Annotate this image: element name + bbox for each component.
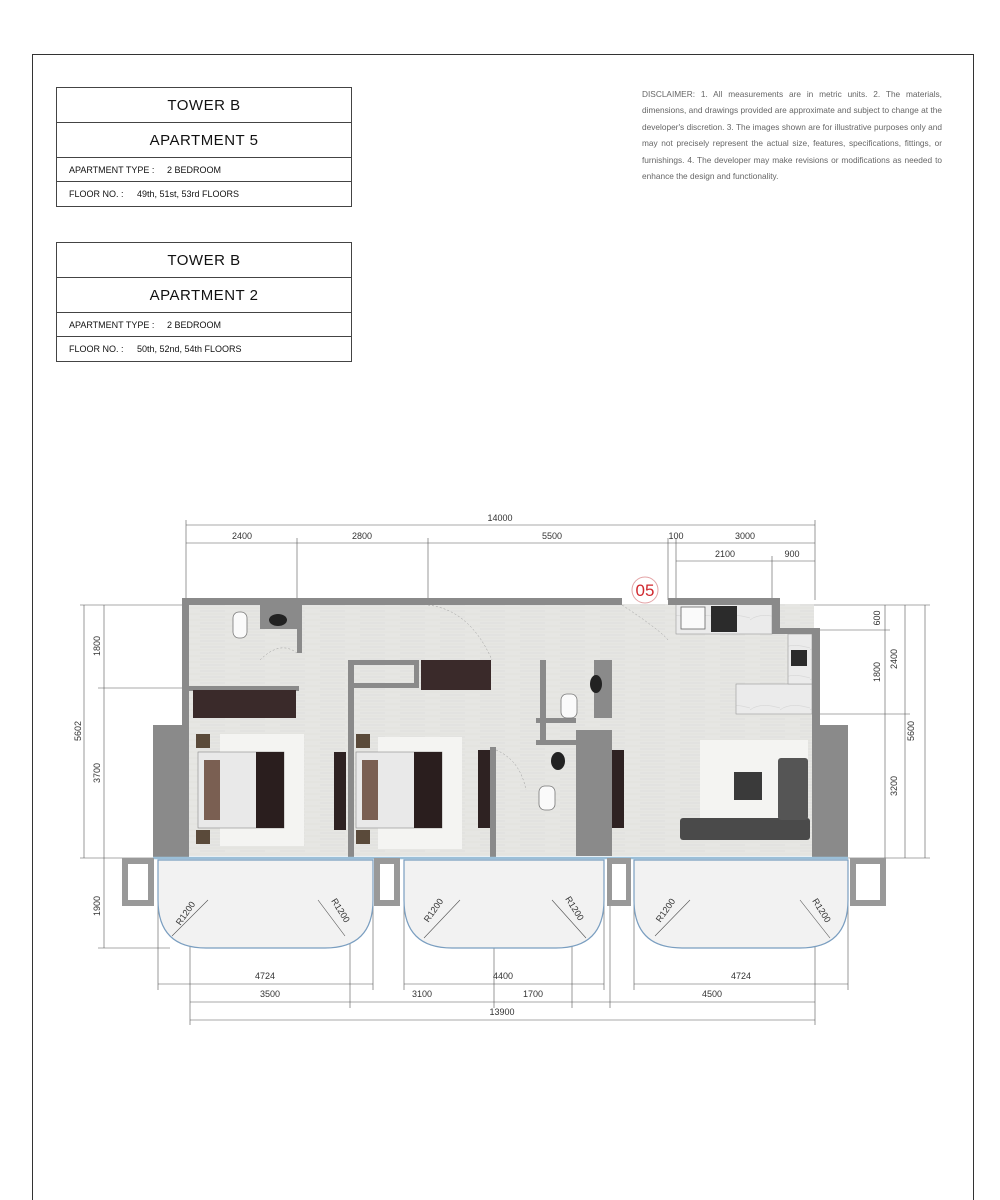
dim-right-middle: 2400 bbox=[889, 648, 899, 670]
washbasin-2 bbox=[590, 675, 602, 693]
kitchen-island bbox=[736, 684, 812, 714]
coffee-table bbox=[734, 772, 762, 800]
dim-top-seg-2: 2800 bbox=[351, 531, 373, 541]
apartment-title: APARTMENT 5 bbox=[57, 123, 351, 158]
radius-label-3: R1200 bbox=[421, 896, 446, 925]
dim-top-total: 14000 bbox=[487, 513, 513, 523]
dim-right-inner-3: 3200 bbox=[889, 775, 899, 797]
balconies bbox=[122, 858, 886, 948]
apartment-type-label: APARTMENT TYPE : bbox=[69, 165, 155, 175]
floor-label: FLOOR NO. : bbox=[69, 189, 124, 199]
radius-label-6: R1200 bbox=[810, 896, 833, 925]
radius-label-2: R1200 bbox=[329, 896, 352, 925]
dim-top-seg-1: 2400 bbox=[231, 531, 253, 541]
bed-2-pillows bbox=[362, 760, 378, 820]
dim-top-seg-3: 5500 bbox=[541, 531, 563, 541]
dim-left-seg-1: 1800 bbox=[92, 635, 102, 657]
kitchen-appliance bbox=[791, 650, 807, 666]
nightstand-1a bbox=[196, 734, 210, 748]
tower-title: TOWER B bbox=[57, 88, 351, 123]
radius-label-5: R1200 bbox=[653, 896, 678, 925]
apartment-type-value: 2 BEDROOM bbox=[167, 165, 222, 175]
radius-label-1: R1200 bbox=[173, 899, 198, 928]
top-dimensions bbox=[186, 513, 815, 600]
sofa-back bbox=[680, 818, 810, 840]
nightstand-1b bbox=[196, 830, 210, 844]
dim-top-seg-4: 100 bbox=[668, 531, 684, 541]
wardrobe-1 bbox=[193, 690, 296, 718]
tv-unit-3 bbox=[612, 750, 624, 828]
apartment-title: APARTMENT 2 bbox=[57, 278, 351, 313]
nightstand-2b bbox=[356, 830, 370, 844]
kitchen-sink bbox=[681, 607, 705, 629]
bed-1-pillows bbox=[204, 760, 220, 820]
dim-left-total: 5602 bbox=[73, 720, 83, 742]
floor-label: FLOOR NO. : bbox=[69, 344, 124, 354]
sofa-side bbox=[778, 758, 808, 820]
dim-bottom-seg-4: 4500 bbox=[701, 989, 723, 999]
dim-left-balcony: 1900 bbox=[92, 895, 102, 917]
floor-value: 49th, 51st, 53rd FLOORS bbox=[137, 189, 240, 199]
dim-top-sub-1: 2100 bbox=[714, 549, 736, 559]
apartment-type-label: APARTMENT TYPE : bbox=[69, 320, 155, 330]
tv-unit-2 bbox=[478, 750, 490, 828]
unit-marker bbox=[632, 577, 658, 603]
dim-bottom-seg-1: 3500 bbox=[259, 989, 281, 999]
floor-value: 50th, 52nd, 54th FLOORS bbox=[137, 344, 242, 354]
dim-right-inner-1: 600 bbox=[872, 610, 882, 626]
disclaimer-text: DISCLAIMER: 1. All measurements are in metric units. 2. The materials, dimensions, and drawings provided are approximate and subject to change at the developer's discretion. 3. The images shown are for illustrative purposes only and may not precisely represent the actual size, features, specifications, fittings, or furnishings. 4. The developer may make revisions or modifications as needed to enhance the design and functionality. bbox=[642, 89, 942, 182]
dim-bottom-balcony-2: 4400 bbox=[492, 971, 514, 981]
apartment-type-value: 2 BEDROOM bbox=[167, 320, 222, 330]
washbasin-1 bbox=[269, 614, 287, 626]
dim-top-seg-5: 3000 bbox=[734, 531, 756, 541]
toilet-2 bbox=[561, 694, 577, 718]
toilet-1 bbox=[233, 612, 247, 638]
dim-bottom-seg-2: 3100 bbox=[411, 989, 433, 999]
dim-right-total: 5600 bbox=[906, 720, 916, 742]
unit-marker-label: 05 bbox=[635, 581, 655, 600]
tower-title: TOWER B bbox=[57, 243, 351, 278]
dim-bottom-seg-3: 1700 bbox=[522, 989, 544, 999]
dim-right-inner-2: 1800 bbox=[872, 661, 882, 683]
dim-left-seg-2: 3700 bbox=[92, 762, 102, 784]
nightstand-2a bbox=[356, 734, 370, 748]
kitchen-cooktop bbox=[711, 606, 737, 632]
dim-bottom-balcony-1: 4724 bbox=[254, 971, 276, 981]
radius-label-4: R1200 bbox=[563, 894, 586, 923]
dim-top-sub-2: 900 bbox=[784, 549, 800, 559]
bed-1-blanket bbox=[256, 752, 284, 828]
toilet-3 bbox=[539, 786, 555, 810]
dim-bottom-total: 13900 bbox=[489, 1007, 515, 1017]
dim-bottom-balcony-3: 4724 bbox=[730, 971, 752, 981]
tv-unit-1 bbox=[334, 752, 346, 830]
wardrobe-2 bbox=[421, 660, 491, 690]
bed-2-blanket bbox=[414, 752, 442, 828]
washbasin-3 bbox=[551, 752, 565, 770]
